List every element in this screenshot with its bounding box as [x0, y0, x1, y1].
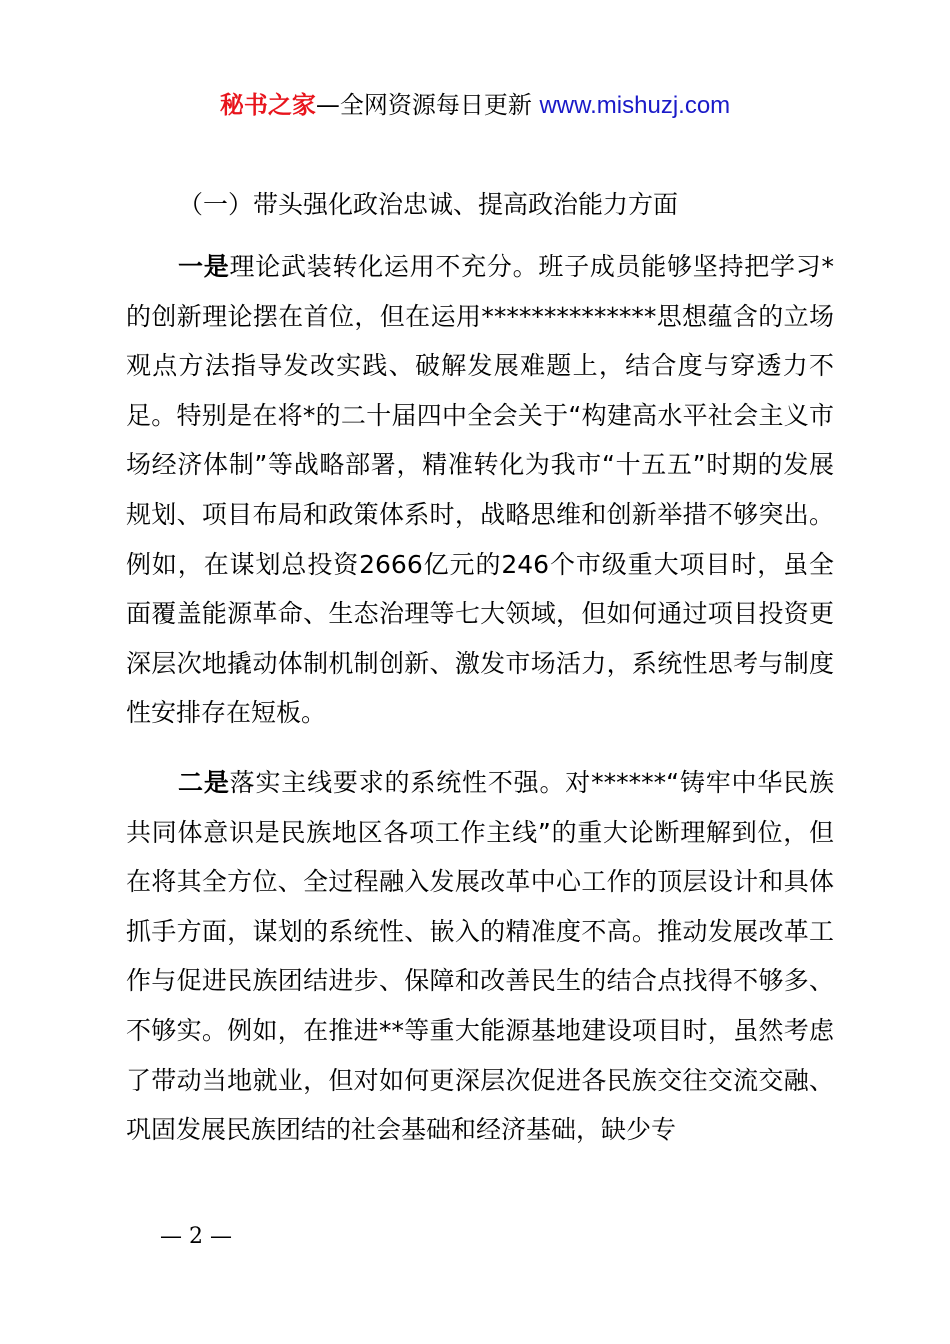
paragraph-1-text: 理论武装转化运用不充分。班子成员能够坚持把学习*的创新理论摆在首位，但在运用**************思想蕴含的立场观点方法指导发改实践、破解发展难题上，结合度与穿透力不足。特别是在将*的二十届四中全会关于“构建高水平社会主义市场经济体制”等战略部署，精准转化为我市“十五五”时期的发展规划、项目布局和政策体系时，战略思维和创新举措不够突出。例如，在谋划总投资2666亿元的246个市级重大项目时，虽全面覆盖能源革命、生态治理等七大领域，但如何通过项目投资更深层次地撬动体制机制创新、激发市场活力，系统性思考与制度性安排存在短板。	[126, 252, 834, 728]
document-body	[126, 180, 834, 1155]
paragraph-2-text: 落实主线要求的系统性不强。对******“铸牢中华民族共同体意识是民族地区各项工作主线”的重大论断理解到位，但在将其全方位、全过程融入发展改革中心工作的顶层设计和具体抓手方面，谋划的系统性、嵌入的精准度不高。推动发展改革工作与促进民族团结进步、保障和改善民生的结合点找得不够多、不够实。例如，在推进**等重大能源基地建设项目时，虽然考虑了带动当地就业，但对如何更深层次促进各民族交往交流交融、巩固发展民族团结的社会基础和经济基础，缺少专	[126, 767, 834, 1145]
site-header	[0, 88, 950, 123]
section-heading: （一）带头强化政治忠诚、提高政治能力方面	[178, 190, 679, 219]
brand-name: 秘书之家	[219, 91, 316, 119]
paragraph-1	[126, 242, 834, 738]
paragraph-2-lead: 二是	[178, 767, 230, 797]
website-link[interactable]: www.mishuzj.com	[539, 92, 731, 119]
page-number: — 2 —	[160, 1224, 232, 1249]
header-slogan: —全网资源每日更新	[315, 91, 532, 119]
paragraph-2	[126, 758, 834, 1155]
paragraph-1-lead: 一是	[178, 252, 230, 281]
